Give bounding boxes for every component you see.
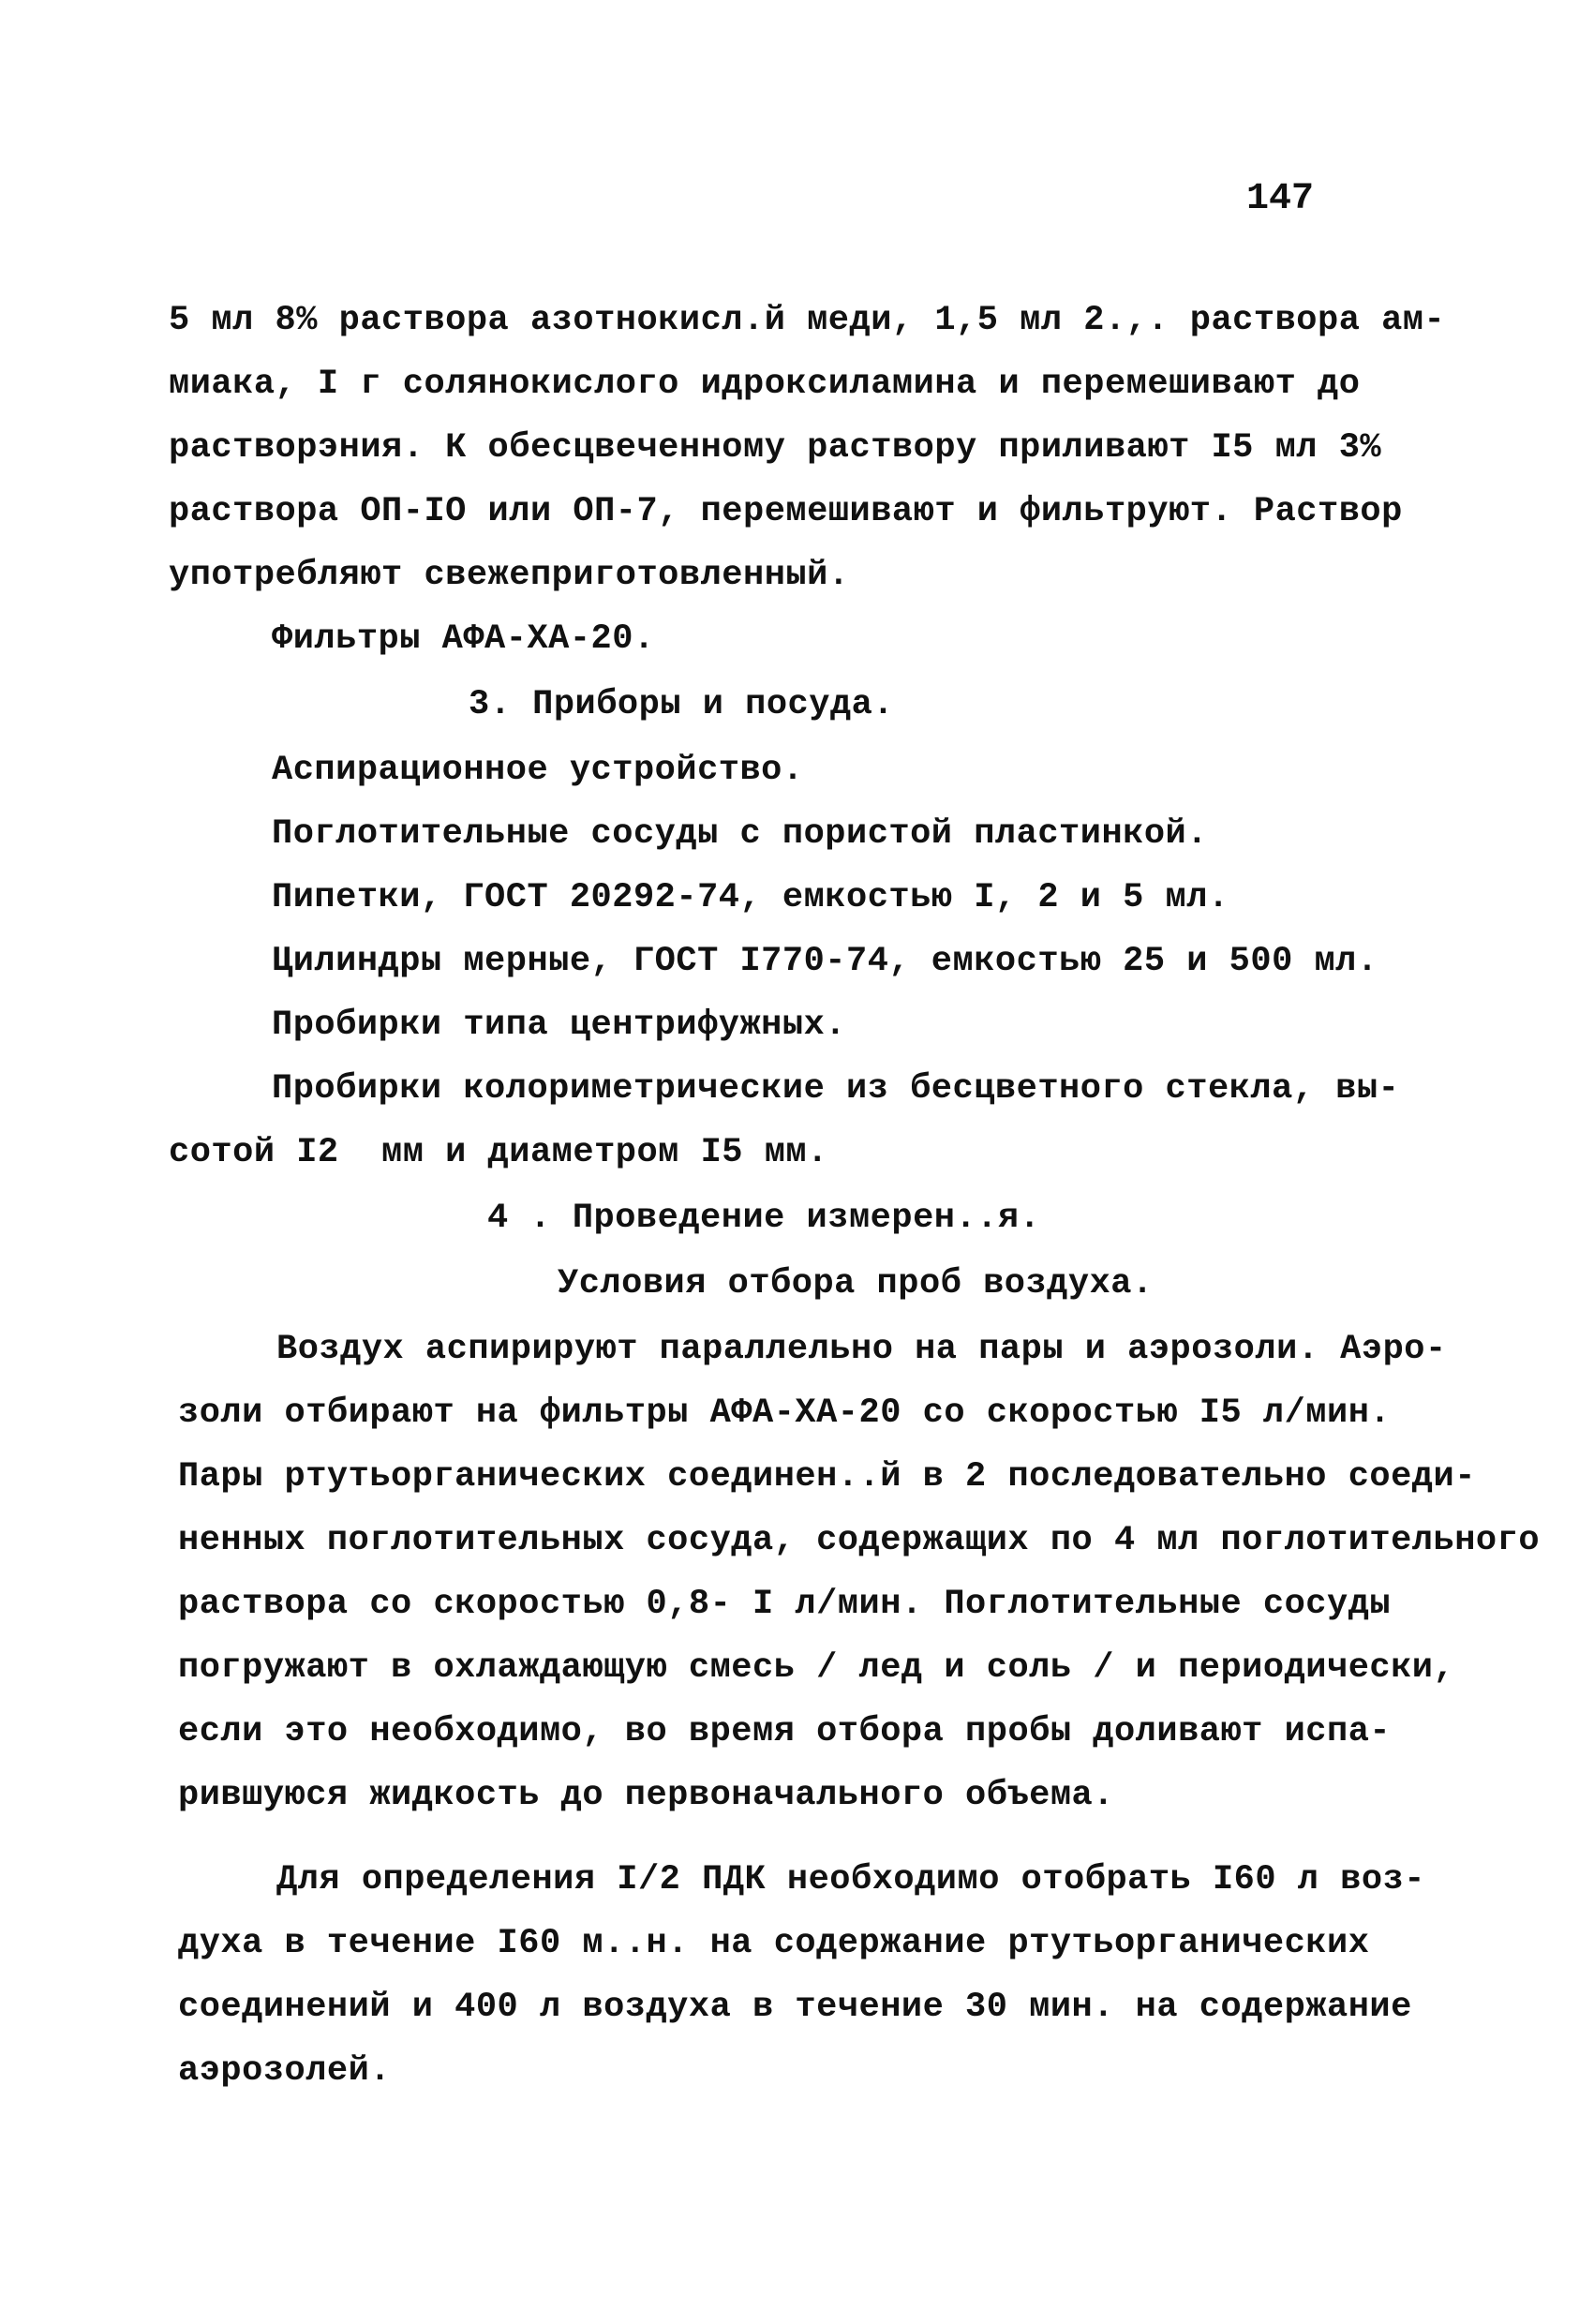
paragraph-line: рившуюся жидкость до первоначального объема.: [178, 1776, 1114, 1815]
section-4-title: 4 . Проведение измерен..я.: [487, 1199, 1041, 1238]
paragraph-line: духа в течение I60 м..н. на содержание ртутьорганических: [178, 1924, 1370, 1963]
paragraph-line: Для определения I/2 ПДК необходимо отобрать I60 л воз-: [276, 1860, 1425, 1899]
paragraph-line: растворэния. К обесцвеченному раствору приливают I5 мл 3%: [169, 428, 1382, 468]
filters-line: Фильтры АФА-ХА-20.: [272, 619, 655, 659]
equipment-item: сотой I2 мм и диаметром I5 мм.: [169, 1133, 828, 1172]
paragraph-line: золи отбирают на фильтры АФА-ХА-20 со скоростью I5 л/мин.: [178, 1393, 1392, 1433]
paragraph-line: раствора со скоростью 0,8- I л/мин. Поглотительные сосуды: [178, 1585, 1392, 1624]
equipment-item: Цилиндры мерные, ГОСТ I770-74, емкостью 25 и 500 мл.: [272, 942, 1378, 981]
section-3-title: 3. Приборы и посуда.: [469, 685, 895, 724]
paragraph-line: 5 мл 8% раствора азотнокисл.й меди, 1,5 мл 2.,. раствора ам-: [169, 301, 1446, 340]
paragraph-line: Пары ртутьорганических соединен..й в 2 последовательно соеди-: [178, 1457, 1476, 1497]
paragraph-line: погружают в охлаждающую смесь / лед и соль / и периодически,: [178, 1648, 1455, 1688]
paragraph-line: если это необходимо, во время отбора пробы доливают испа-: [178, 1712, 1392, 1751]
paragraph-line: употребляют свежеприготовленный.: [169, 556, 850, 595]
paragraph-line: ненных поглотительных сосуда, содержащих по 4 мл поглотительного: [178, 1521, 1541, 1560]
equipment-item: Пробирки типа центрифужных.: [272, 1006, 846, 1045]
paragraph-line: аэрозолей.: [178, 2051, 392, 2091]
paragraph-line: Воздух аспирируют параллельно на пары и аэрозоли. Аэро-: [276, 1330, 1447, 1369]
page-number: 147: [1246, 178, 1315, 220]
section-4-subtitle: Условия отбора проб воздуха.: [558, 1264, 1154, 1304]
paragraph-line: раствора ОП-IO или ОП-7, перемешивают и фильтруют. Раствор: [169, 492, 1403, 531]
paragraph-line: миака, I г солянокислого идроксиламина и перемешивают до: [169, 365, 1361, 404]
equipment-item: Поглотительные сосуды с пористой пластинкой.: [272, 814, 1208, 854]
equipment-item: Пробирки колориметрические из бесцветного стекла, вы-: [272, 1069, 1400, 1109]
equipment-item: Аспирационное устройство.: [272, 751, 804, 790]
paragraph-line: соединений и 400 л воздуха в течение 30 мин. на содержание: [178, 1988, 1412, 2027]
equipment-item: Пипетки, ГОСТ 20292-74, емкостью I, 2 и 5 мл.: [272, 878, 1229, 917]
